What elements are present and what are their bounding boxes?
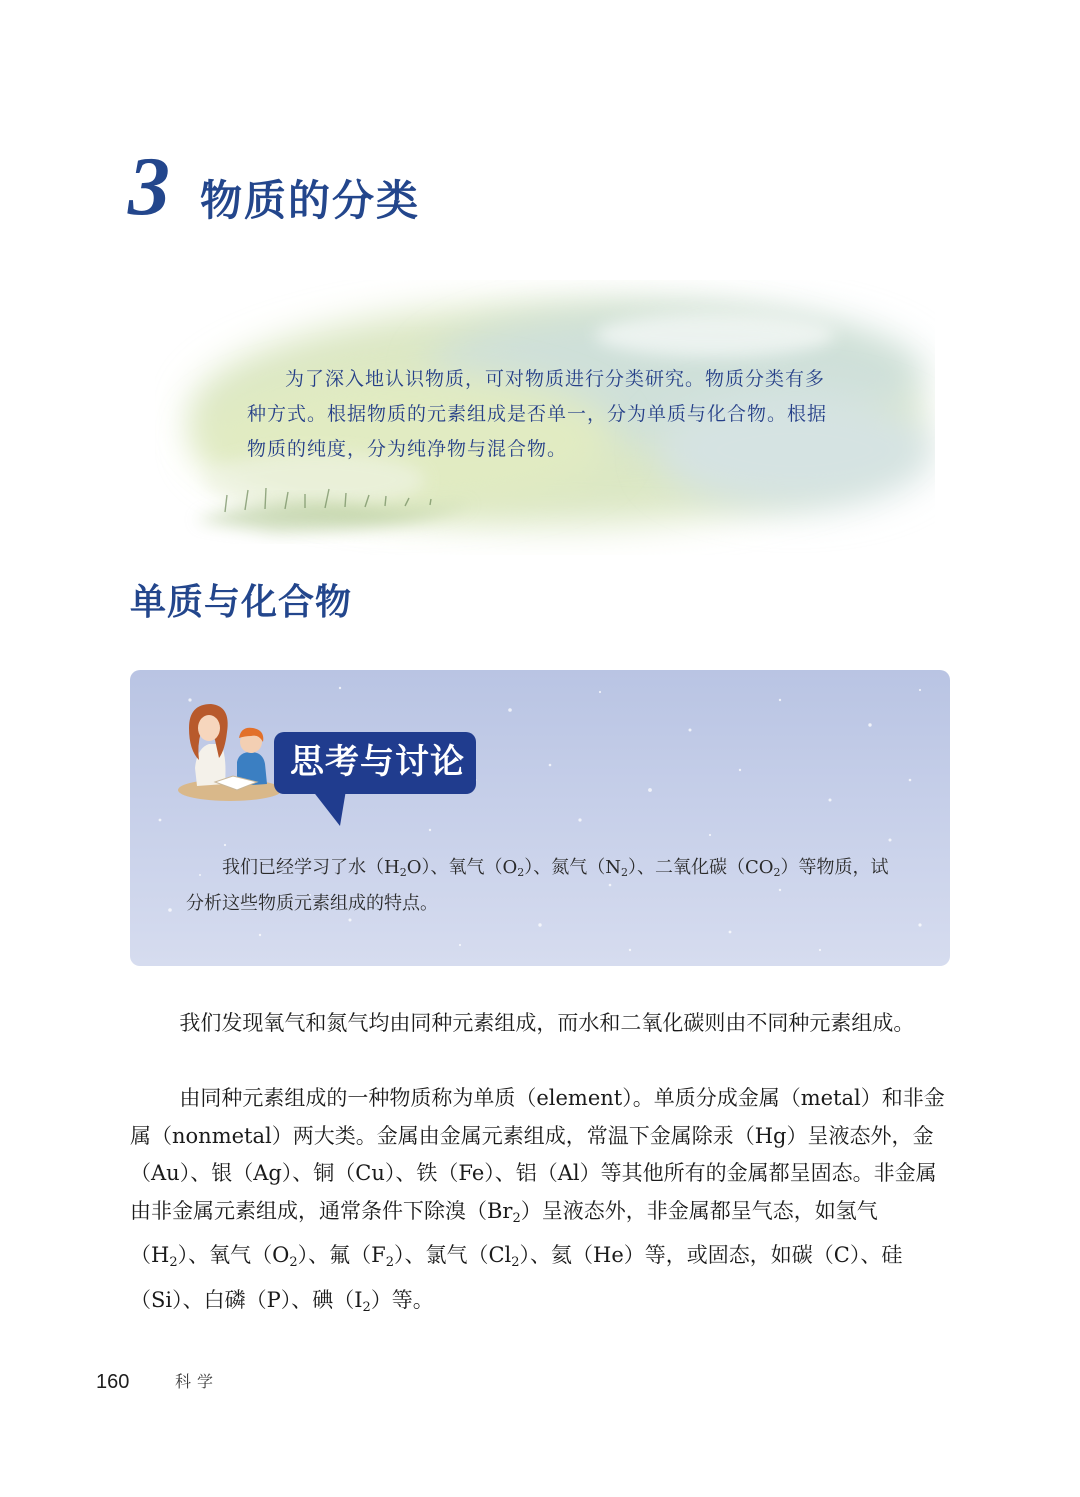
section-heading: 单质与化合物 — [130, 582, 353, 623]
body-text-part: ）等。 — [370, 1287, 434, 1312]
subscript: 2 — [620, 866, 628, 879]
subscript: 2 — [385, 1255, 394, 1270]
discussion-text-part: ）、氮气（N — [524, 857, 621, 878]
body-text-part: ）、氦（He）等，或固态，如碳（C）、硅（Si）、白磷（P）、碘（I — [130, 1243, 903, 1312]
teacher-and-student-reading-illustration — [175, 698, 285, 803]
body-text-part: 由同种元素组成的一种物质称为单质（element）。单质分成金属（metal）和非金属（nonmetal）两大类。金属由金属元素组成，常温下金属除汞（Hg）呈液态外，金（Au）、银（Ag）、铜（Cu）、铁（Fe）、铝（Al）等其他所有的金属都呈固态。非金属由非金属元素组成，通常条件下除溴（Br — [130, 1086, 945, 1223]
subscript: 2 — [517, 866, 525, 879]
subscript: 2 — [289, 1255, 298, 1270]
body-paragraph-2 — [130, 1080, 952, 1326]
subscript: 2 — [773, 866, 781, 879]
discussion-prompt — [186, 852, 906, 919]
subscript: 2 — [362, 1299, 371, 1315]
body-text-part: ）、氯气（Cl — [393, 1243, 512, 1267]
subscript: 2 — [511, 1255, 520, 1270]
subscript: 2 — [512, 1210, 521, 1226]
page-number: 160 — [96, 1371, 130, 1393]
body-text-part: ）、氟（F — [297, 1243, 386, 1267]
discussion-text-part: ）等物质，试分析这些物质元素组成的特点。 — [186, 857, 889, 914]
discussion-box — [130, 670, 950, 966]
chapter-title: 物质的分类 — [200, 176, 421, 225]
body-text-part: ）呈液态外，非金属都呈气态，如氢气（H — [130, 1198, 878, 1267]
body-text-part: ）、氧气（O — [177, 1243, 290, 1267]
discussion-label: 思考与讨论 — [290, 742, 465, 782]
subscript: 2 — [399, 866, 407, 879]
intro-paragraph: 为了深入地认识物质，可对物质进行分类研究。物质分类有多种方式。根据物质的元素组成是否单一，分为单质与化合物。根据物质的纯度，分为纯净物与混合物。 — [247, 368, 828, 460]
book-label: 科学 — [175, 1372, 220, 1391]
body-paragraph-1: 我们发现氧气和氮气均由同种元素组成，而水和二氧化碳则由不同种元素组成。 — [179, 1011, 915, 1035]
speech-bubble-tail — [312, 790, 346, 826]
discussion-text-part: O）、氧气（O — [406, 857, 518, 878]
chapter-number: 3 — [128, 140, 170, 233]
discussion-text-part: ）、二氧化碳（CO — [627, 857, 774, 878]
subscript: 2 — [169, 1255, 178, 1270]
discussion-text-part: 我们已经学习了水（H — [222, 857, 400, 878]
